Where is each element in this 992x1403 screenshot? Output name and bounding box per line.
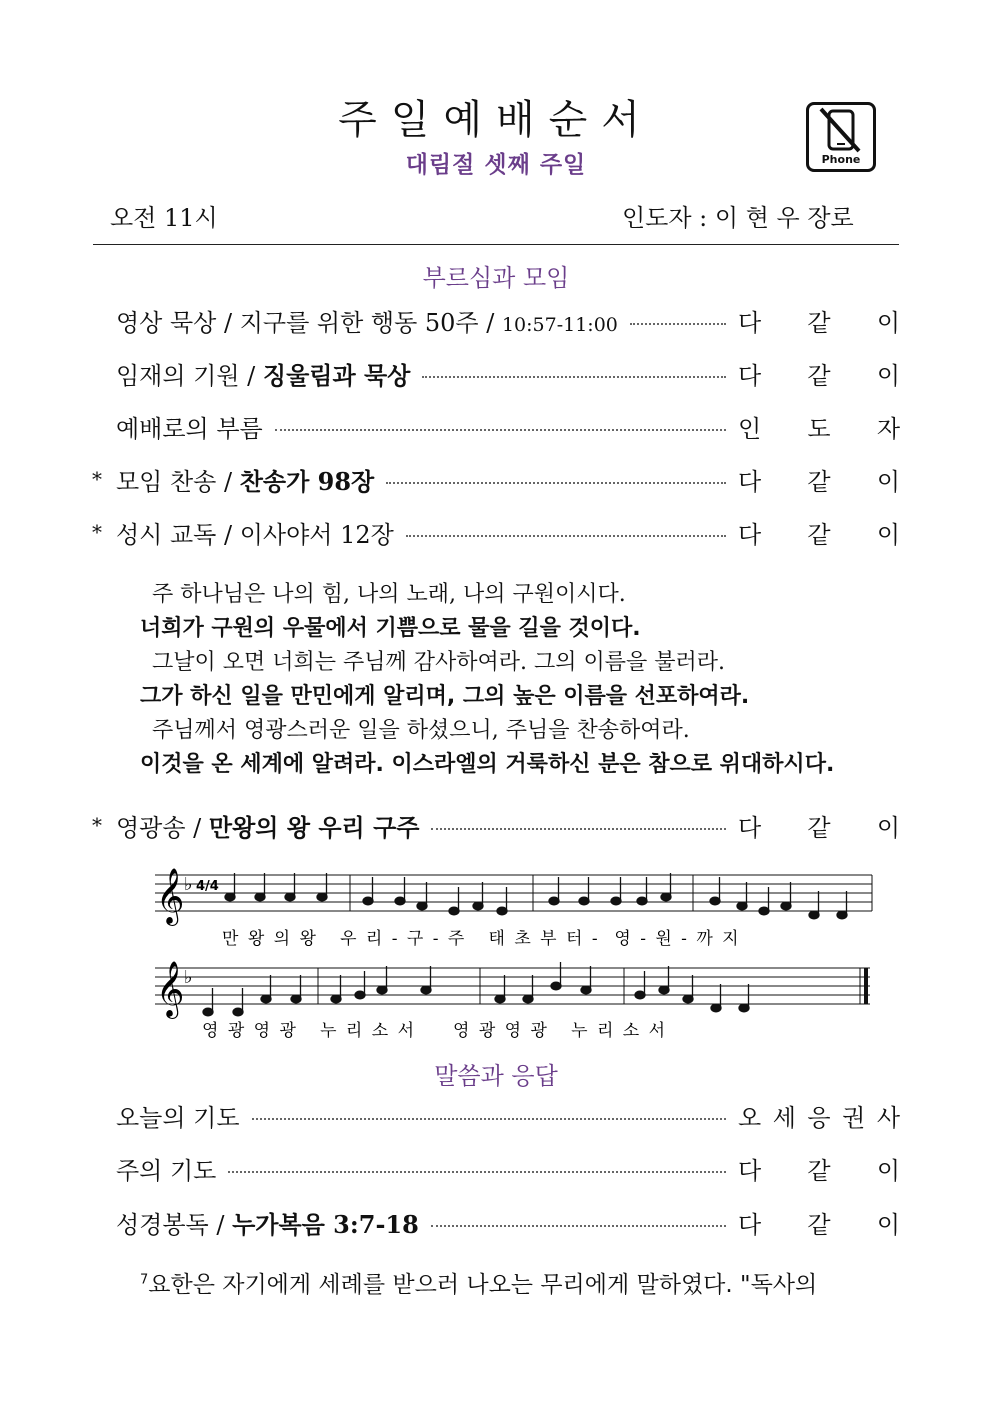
item-title: 누가복음 3:7-18 [232,1209,419,1239]
leader-dots [386,482,726,484]
item-label: 오늘의 기도 [116,1103,240,1132]
note-head [809,911,819,919]
flat-icon: ♭ [184,967,193,988]
item-time: 10:57-11:00 [501,313,618,336]
note-head [495,995,505,1003]
order-item-scripture [92,1204,900,1240]
verse-number: 7 [140,1272,149,1288]
note-head [225,893,235,901]
item-responder: 다 같 이 [738,308,900,337]
item-title: 찬송가 98장 [239,466,375,496]
note-head [711,1004,721,1012]
section-word: 말씀과 응답 [434,1062,558,1090]
item-responder: 다 같 이 [738,813,900,842]
note-head [395,897,405,905]
note-head [255,893,265,901]
item-title: 만왕의 왕 우리 구주 [208,812,420,842]
item-label: 주의 기도 [116,1156,217,1185]
note-head [497,907,507,915]
item-responder: 다 같 이 [738,1210,900,1239]
note-head [261,995,271,1003]
note-head [683,995,693,1003]
reading-leader-line: 주 하나님은 나의 힘, 나의 노래, 나의 구원이시다. [152,582,626,607]
scripture-verse [140,1266,817,1299]
reading-response-line: 그가 하신 일을 만민에게 알리며, 그의 높은 이름을 선포하여라. [140,684,750,709]
no-phone-icon [806,102,876,172]
order-item-hymn [92,461,900,497]
note-head [417,902,427,910]
leader-dots [431,1225,726,1227]
note-head [473,902,483,910]
item-responder: 오 세 응 권 사 [738,1103,900,1132]
item-responder: 다 같 이 [738,361,900,390]
note-head [837,911,847,919]
reading-response-line: 이것을 온 세계에 알려라. 이스라엘의 거룩하신 분은 참으로 위대하시다. [140,752,835,777]
note-head [317,893,327,901]
page-subtitle: 대림절 셋째 주일 [405,152,587,178]
item-label: 임재의 기원 / [116,361,263,390]
standing-marker: * [92,520,102,544]
note-head [355,991,365,999]
order-item-responsive-reading [92,514,900,550]
note-head [635,991,645,999]
note-head [661,893,671,901]
note-head [739,1004,749,1012]
note-head [551,982,561,990]
lyrics-line-1: 만 왕 의 왕 우 리 - 구 - 주 태 초 부 터 - 영 - 원 - 까 지 [222,929,741,949]
leader-dots [406,535,726,537]
note-head [781,902,791,910]
note-head [710,897,720,905]
note-head [759,907,769,915]
item-label: 성시 교독 / 이사야서 12장 [116,520,394,549]
order-item-gloria [92,807,900,843]
note-head [611,897,621,905]
item-label: 영상 묵상 / 지구를 위한 행동 50주 / [116,308,502,337]
order-item-presence [92,355,900,391]
note-head [637,897,647,905]
item-label: 모임 찬송 / [116,467,240,496]
item-title: 징울림과 묵상 [262,360,411,390]
flat-icon: ♭ [184,874,193,895]
note-head [737,902,747,910]
leader-dots [630,323,726,325]
verse-text: 요한은 자기에게 세례를 받으러 나오는 무리에게 말하였다. "독사의 [148,1272,818,1298]
note-head [377,986,387,994]
item-label: 예배로의 부름 [116,414,263,443]
treble-clef-icon: 𝄞 [156,961,185,1017]
note-head [549,897,559,905]
responsive-reading [140,578,834,782]
item-responder: 인 도 자 [738,414,900,443]
note-head [285,893,295,901]
item-responder: 다 같 이 [738,1156,900,1185]
note-head [581,986,591,994]
order-item-prayer [92,1097,900,1133]
item-label: 영광송 / [116,813,209,842]
reading-leader-line: 주님께서 영광스러운 일을 하셨으니, 주님을 찬송하여라. [152,718,690,743]
music-score [150,860,880,1050]
leader-name: 이 현 우 장로 [714,204,854,232]
reading-response-line: 너희가 구원의 우물에서 기쁨으로 물을 길을 것이다. [140,616,641,641]
standing-marker: * [92,467,102,491]
reading-leader-line: 그날이 오면 너희는 주님께 감사하여라. 그의 이름을 불러라. [152,650,725,675]
note-head [203,1008,213,1016]
order-item-lords-prayer [92,1150,900,1186]
service-time: 오전 11시 [110,204,218,232]
leader-dots [275,429,726,431]
item-responder: 다 같 이 [738,467,900,496]
leader-dots [228,1171,726,1173]
lyrics-line-2: 영 광 영 광 누 리 소 서 영 광 영 광 누 리 소 서 [202,1021,668,1041]
phone-label: Phone [821,153,861,166]
leader-line [622,198,854,233]
item-label: 성경봉독 / [116,1210,233,1239]
leader-dots [422,376,726,378]
note-head [421,986,431,994]
note-head [449,907,459,915]
leader-label: 인도자 : [622,204,708,232]
order-item-call [92,408,900,444]
item-responder: 다 같 이 [738,520,900,549]
page-title: 주일예배순서 [338,97,654,143]
leader-dots [252,1118,726,1120]
section-gathering: 부르심과 모임 [422,264,570,292]
note-head [659,986,669,994]
treble-clef-icon: 𝄞 [156,868,185,924]
note-head [331,995,341,1003]
note-head [579,897,589,905]
order-item-meditation [92,302,900,338]
header-divider [93,244,899,245]
standing-marker: * [92,813,102,837]
note-head [523,995,533,1003]
leader-dots [431,828,726,830]
note-head [363,897,373,905]
note-head [233,1008,243,1016]
note-head [291,995,301,1003]
time-signature: 4/4 [196,879,219,894]
